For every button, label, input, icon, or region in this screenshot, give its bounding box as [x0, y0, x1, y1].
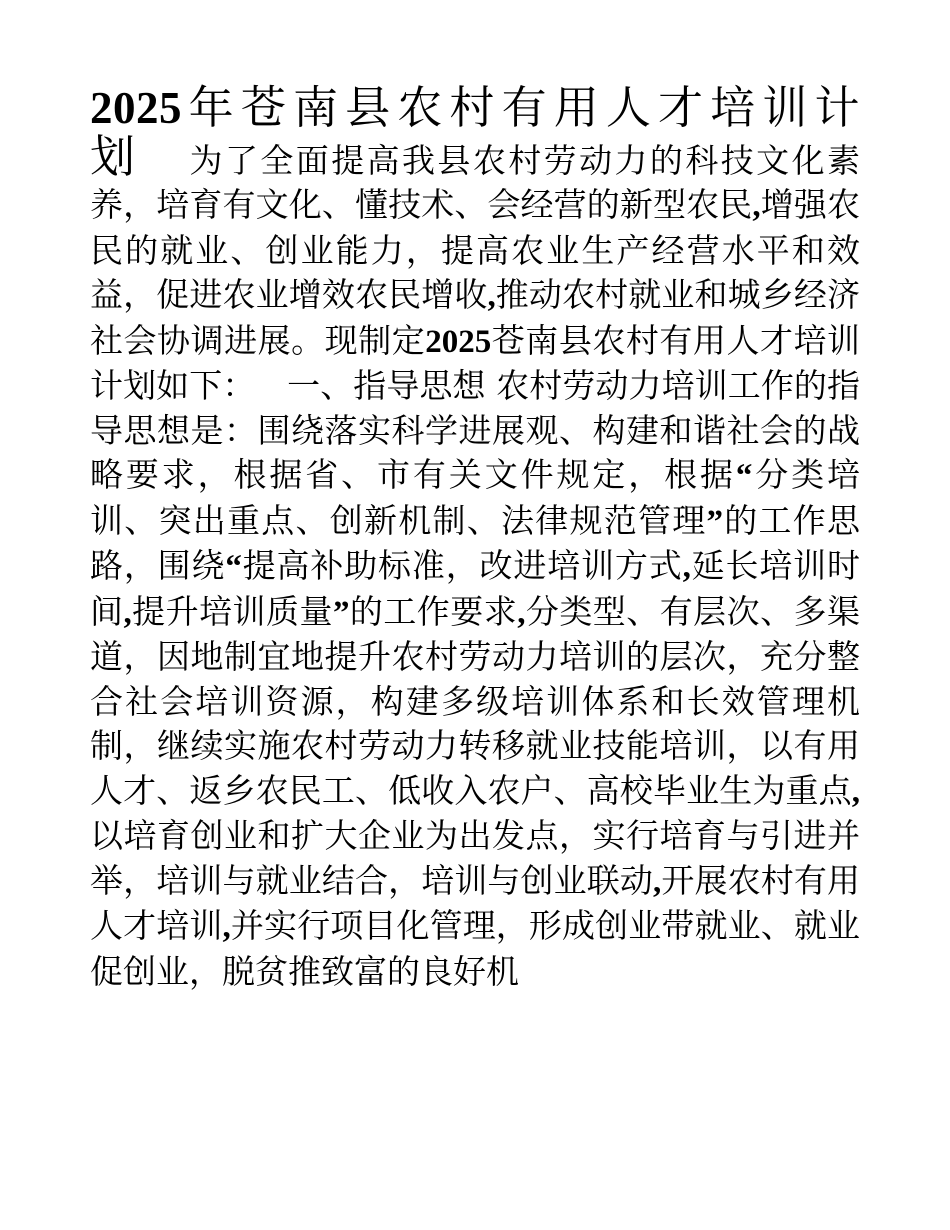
text-run: 为了全面提高我县农村劳动力的科技文化素养，培育有文化、懂技术、会经营的新型农民 — [90, 140, 860, 224]
document-page — [90, 81, 861, 994]
bold-run: , — [517, 594, 526, 631]
bold-run: , — [851, 773, 860, 810]
bold-run: , — [123, 594, 132, 631]
bold-run: , — [222, 909, 231, 945]
bold-run: , — [653, 863, 662, 900]
bold-run: , — [682, 549, 691, 585]
bold-run: “ — [735, 458, 753, 494]
body-paragraph — [90, 141, 860, 991]
text-run: 开展农村有用人才培训 — [90, 860, 861, 945]
text-run: 延长培训时间 — [90, 546, 861, 631]
text-run: 推动农村就业和城乡经济社会协调进展。现制定 — [90, 275, 861, 360]
bold-run: ” — [706, 503, 723, 540]
text-run: 增强农民的就业、创业能力，提高农业生产经营水平和效益，促进农业增效农民增收 — [90, 185, 861, 314]
text-run: 并实行项目化管理，形成创业带就业、就业促创业，脱贫推致富的良好机 — [90, 906, 861, 991]
text-run: 的工作思路，围绕 — [90, 500, 860, 585]
title-text: 年苍南县农村有用人才培训计划 — [90, 81, 860, 183]
text-run: 以培育创业和扩大企业为出发点，实行培育与引进并举，培训与就业结合，培训与创业联动 — [90, 816, 860, 900]
text-run: 的工作要求 — [349, 591, 518, 631]
text-run: 分类培训、突出重点、创新机制、法律规范管理 — [90, 455, 861, 540]
bold-run: “ — [225, 549, 242, 585]
title-year: 2025 — [90, 83, 182, 133]
text-run: 分类型、有层次、多渠道，因地制宜地提升农村劳动力培训的层次，充分整合社会培训资源，构建多级培训体系和长效管理机制，继续实施农村劳动力转移就业技能培训，以有用人才、返乡农民工、低收入农户、高校毕业生为重点 — [90, 591, 861, 810]
text-run: 苍南县农村有用人才培训计划如下： 一、指导思想 农村劳动力培训工作的指导思想是：围绕落实科学进展观、构建和谐社会的战略要求，根据省、市有关文件规定，根据 — [90, 320, 861, 494]
bold-run: , — [487, 278, 496, 314]
text-run: 提升培训质量 — [131, 591, 333, 631]
text-run: 提高补助标准，改进培训方式 — [241, 546, 683, 585]
bold-run: 2025 — [425, 323, 492, 360]
bold-run: , — [752, 188, 761, 224]
bold-run: ” — [332, 594, 350, 631]
